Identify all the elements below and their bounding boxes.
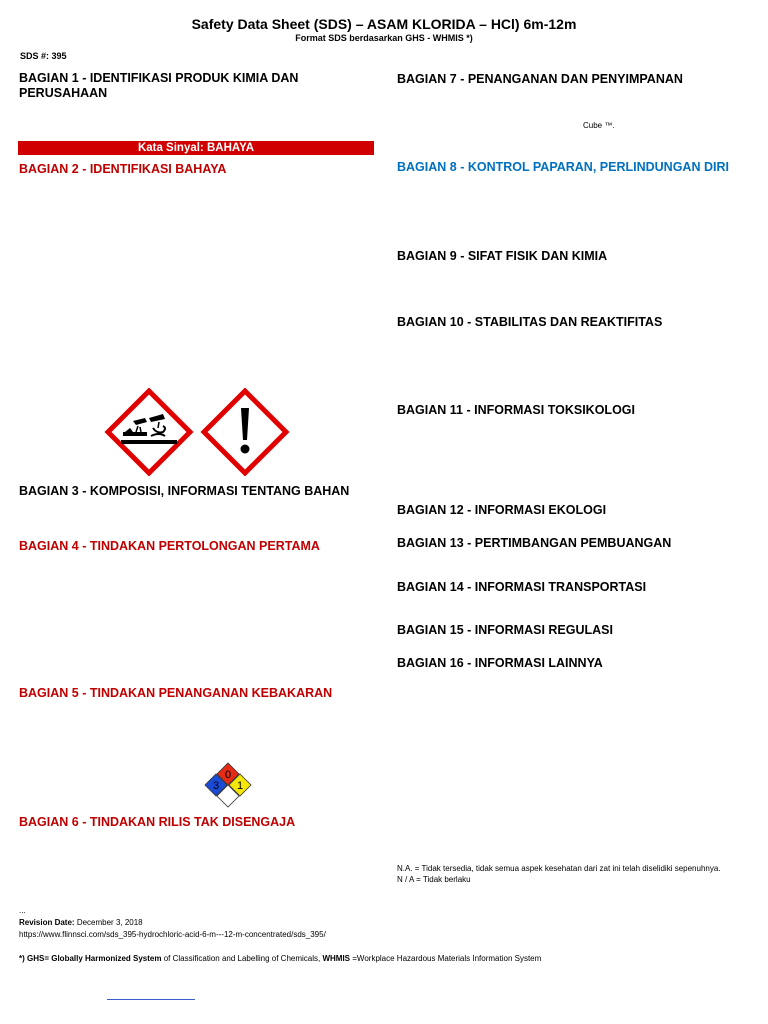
section-14-heading: BAGIAN 14 - INFORMASI TRANSPORTASI — [397, 580, 647, 594]
section-4-heading: BAGIAN 4 - TINDAKAN PERTOLONGAN PERTAMA — [19, 539, 320, 553]
section-2-heading: BAGIAN 2 - IDENTIFIKASI BAHAYA — [19, 162, 227, 176]
section-9-heading: BAGIAN 9 - SIFAT FISIK DAN KIMIA — [397, 249, 608, 263]
corrosion-icon — [108, 391, 190, 473]
whmis-label: WHMIS — [322, 954, 351, 963]
ghs-footnote-prefix: *) GHS= Globally Harmonized System — [19, 954, 162, 963]
section-1-line1: BAGIAN 1 - IDENTIFIKASI PRODUK KIMIA DAN — [19, 71, 299, 85]
revision-date-value: December 3, 2018 — [76, 918, 143, 927]
section-1-line2: PERUSAHAAN — [19, 86, 108, 100]
note-na: N.A. = Tidak tersedia, tidak semua aspek kesehatan dari zat ini telah diselidiki sepenuhnya. — [397, 864, 721, 873]
section-16-heading: BAGIAN 16 - INFORMASI LAINNYA — [397, 656, 603, 670]
note-n-a: N / A = Tidak berlaku — [397, 875, 471, 884]
ghs-footnote-rest: of Classification and Labelling of Chemicals, — [161, 954, 323, 963]
footer-ellipsis: ... — [19, 906, 26, 915]
sds-number-label: SDS #: — [20, 51, 50, 61]
sds-number — [20, 51, 67, 61]
section-8-heading: BAGIAN 8 - KONTROL PAPARAN, PERLINDUNGAN DIRI — [397, 160, 729, 174]
nfpa-flammability: 0 — [224, 769, 232, 781]
nfpa-diamond-icon — [200, 762, 256, 808]
section-6-heading: BAGIAN 6 - TINDAKAN RILIS TAK DISENGAJA — [19, 815, 296, 829]
section-3-heading: BAGIAN 3 - KOMPOSISI, INFORMASI TENTANG BAHAN — [19, 484, 350, 498]
cube-text: Cube ™. — [583, 121, 615, 130]
whmis-rest: =Workplace Hazardous Materials Information System — [350, 954, 542, 963]
section-15-heading: BAGIAN 15 - INFORMASI REGULASI — [397, 623, 613, 637]
section-5-heading: BAGIAN 5 - TINDAKAN PENANGANAN KEBAKARAN — [19, 686, 333, 700]
nfpa-reactivity: 1 — [236, 780, 244, 792]
document-subtitle: Format SDS berdasarkan GHS - WHMIS *) — [295, 33, 473, 43]
section-12-heading: BAGIAN 12 - INFORMASI EKOLOGI — [397, 503, 607, 517]
section-7-heading: BAGIAN 7 - PENANGANAN DAN PENYIMPANAN — [397, 72, 683, 86]
revision-date-label: Revision Date: — [19, 918, 75, 927]
section-1-heading — [19, 71, 298, 101]
revision-date — [19, 918, 143, 927]
source-url[interactable]: https://www.flinnsci.com/sds_395-hydrochloric-acid-6-m---12-m-concentrated/sds_395/ — [19, 930, 326, 939]
sds-number-value: 395 — [51, 51, 67, 61]
ghs-footnote — [19, 954, 541, 963]
hyperlink-underline[interactable] — [107, 999, 195, 1000]
nfpa-health: 3 — [212, 780, 220, 792]
document-title: Safety Data Sheet (SDS) – ASAM KLORIDA – HCl) 6m-12m — [191, 16, 577, 32]
section-10-heading: BAGIAN 10 - STABILITAS DAN REAKTIFITAS — [397, 315, 663, 329]
section-13-heading: BAGIAN 13 - PERTIMBANGAN PEMBUANGAN — [397, 536, 672, 550]
signal-word-banner: Kata Sinyal: BAHAYA — [18, 141, 374, 155]
section-11-heading: BAGIAN 11 - INFORMASI TOKSIKOLOGI — [397, 403, 635, 417]
ghs-pictograms — [103, 388, 291, 476]
exclamation-mark-icon — [204, 391, 286, 473]
